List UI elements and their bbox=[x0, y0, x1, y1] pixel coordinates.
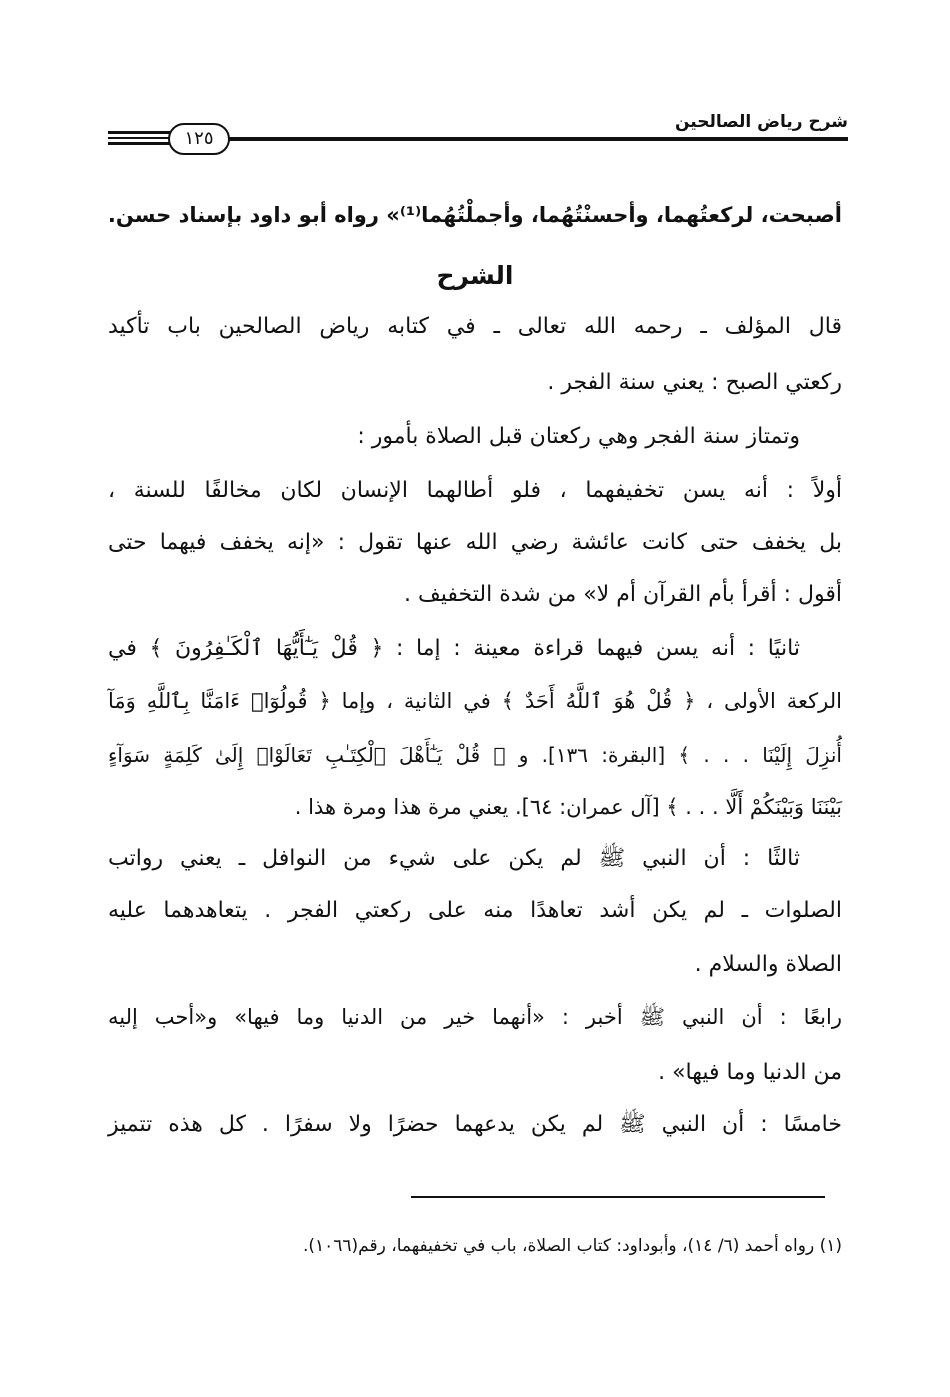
page-number: ١٢٥ bbox=[168, 123, 230, 155]
text-line: بل يخفف حتى كانت عائشة رضي الله عنها تقول : «إنه يخفف فيهما حتى bbox=[108, 530, 842, 555]
footnote-separator bbox=[411, 1196, 825, 1198]
text-line: خامسًا : أن النبي ﷺ لم يكن يدعهما حضرًا ولا سفرًا . كل هذه تتميز bbox=[108, 1112, 842, 1137]
text-line: من الدنيا وما فيها» . bbox=[658, 1060, 842, 1085]
text-line: أقول : أقرأ بأم القرآن أم لا» من شدة التخفيف . bbox=[404, 582, 842, 607]
hadith-ending: أصبحت، لركعتُهما، وأحسنْتُهُما، وأجملْتُهُما⁽¹⁾» رواه أبو داود بإسناد حسن. bbox=[107, 203, 842, 227]
header-rule-ornament bbox=[108, 131, 170, 145]
text-line: الركعة الأولى ، ﴿ قُلْ هُوَ ٱللَّهُ أَحَدٌ ﴾ في الثانية ، وإما ﴿ قُولُوٓا۟ ءَامَنَّا بِٱللَّهِ وَمَآ bbox=[108, 689, 842, 713]
section-heading: الشرح bbox=[436, 261, 514, 290]
book-title: شرح رياض الصالحين bbox=[674, 112, 848, 132]
text-line: ركعتي الصبح : يعني سنة الفجر . bbox=[547, 370, 842, 395]
text-line: قال المؤلف ـ رحمه الله تعالى ـ في كتابه رياض الصالحين باب تأكيد bbox=[108, 314, 842, 339]
header-rule bbox=[220, 137, 848, 141]
text-line: أُنزِلَ إِلَيْنَا . . . ﴾ [البقرة: ١٣٦]. و ﴿ قُلْ يَـٰٓأَهْلَ ٱلْكِتَـٰبِ تَعَالَوْا۟ إِلَىٰ كَلِمَةٍ سَوَآءٍ bbox=[108, 743, 842, 767]
text-line: وتمتاز سنة الفجر وهي ركعتان قبل الصلاة بأمور : bbox=[357, 424, 800, 449]
text-line: ثالثًا : أن النبي ﷺ لم يكن على شيء من النوافل ـ يعني رواتب bbox=[108, 846, 800, 871]
text-line: ثانيًا : أنه يسن فيهما قراءة معينة : إما : ﴿ قُلْ يَـٰٓأَيُّهَا ٱلْكَـٰفِرُونَ ﴾ في bbox=[108, 636, 800, 661]
footnote: (١) رواه أحمد (٦/ ١٤)، وأبوداود: كتاب الصلاة، باب في تخفيفهما، رقم(١٠٦٦). bbox=[302, 1236, 842, 1256]
text-line: بَيْنَنَا وَبَيْنَكُمْ أَلَّا . . . ﴾ [آل عمران: ٦٤]. يعني مرة هذا ومرة هذا . bbox=[294, 795, 842, 819]
running-header bbox=[108, 108, 848, 158]
text-line: رابعًا : أن النبي ﷺ أخبر : «أنهما خير من الدنيا وما فيها» و«أحب إليه bbox=[108, 1005, 842, 1029]
text-line: الصلاة والسلام . bbox=[694, 952, 842, 977]
text-line: الصلوات ـ لم يكن أشد تعاهدًا منه على ركعتي الفجر . يتعاهدهما عليه bbox=[108, 898, 842, 923]
text-line: أولاً : أنه يسن تخفيفهما ، فلو أطالهما الإنسان لكان مخالفًا للسنة ، bbox=[108, 478, 842, 503]
